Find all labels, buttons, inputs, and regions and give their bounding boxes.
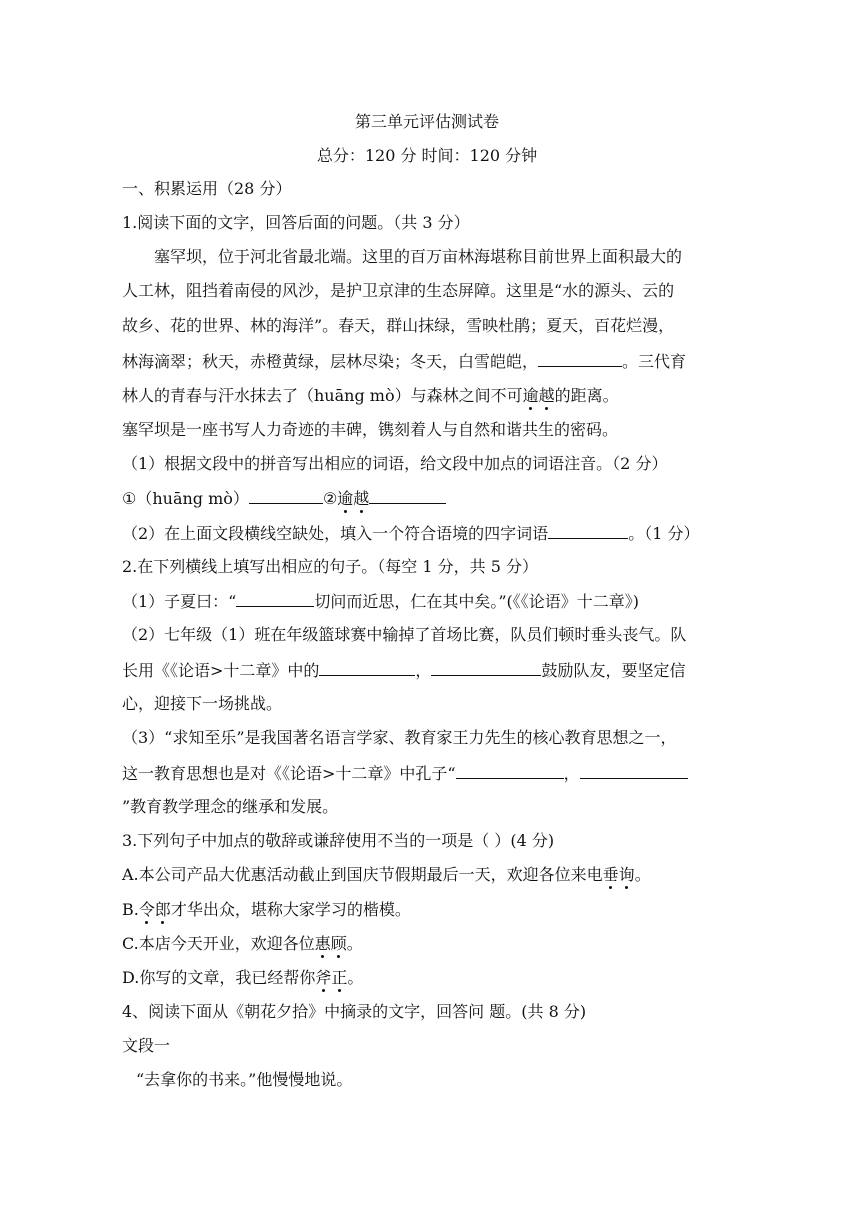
option-text: 。 [347, 968, 364, 987]
option-a [122, 865, 651, 885]
option-text: B. [122, 900, 139, 919]
passage-text: 林人的青春与汗水抹去了（huāng mò）与森林之间不可 [122, 386, 523, 405]
dotted-char: 斧 [315, 968, 332, 987]
passage-line: 故乡、花的世界、林的海洋”。春天，群山抹绿，雪映杜鹃；夏天，百花烂漫， [122, 316, 675, 335]
passage-text: 。三代育 [622, 352, 687, 371]
dotted-char: 逾 [522, 386, 539, 405]
sub-question: （2）七年级（1）班在年级篮球赛中输掉了首场比赛，队员们顿时垂头丧气。队 [122, 625, 687, 644]
sub-question-text: 。（1 分） [628, 524, 700, 543]
dotted-char: 郎 [154, 900, 171, 919]
sub-question [122, 591, 639, 612]
answer-blank[interactable] [548, 523, 628, 539]
sub-question-text: ， [563, 764, 580, 783]
sub-question-text: 鼓励队友，要坚定信 [541, 661, 686, 680]
answer-blank[interactable] [538, 351, 622, 367]
dotted-char: 惠 [314, 934, 331, 953]
sub-question-answer-line [122, 488, 446, 509]
passage-line: “去拿你的书来。”他慢慢地说。 [136, 1070, 353, 1089]
sub-question [122, 660, 685, 681]
pinyin-label: ② [322, 489, 338, 508]
exam-meta: 总分：120 分 时间：120 分钟 [316, 146, 538, 165]
sub-question: 心，迎接下一场挑战。 [122, 694, 283, 713]
sub-question: ”教育教学理念的继承和发展。 [122, 797, 339, 816]
question-1-stem: 1.阅读下面的文字，回答后面的问题。（共 3 分） [122, 213, 470, 232]
sub-question-text: 长用《《论语>十二章》中的 [122, 661, 320, 680]
answer-blank[interactable] [249, 488, 323, 504]
passage-line [122, 351, 686, 372]
dotted-char: 询 [618, 865, 635, 884]
dotted-char: 顾 [330, 934, 347, 953]
question-3-stem: 3.下列句子中加点的敬辞或谦辞使用不当的一项是（ ）(4 分) [122, 831, 555, 850]
passage-text: 的距离。 [554, 386, 619, 405]
passage-label: 文段一 [122, 1036, 171, 1055]
dotted-char: 逾 [337, 489, 354, 508]
passage-line: 塞罕坝是一座书写人力奇迹的丰碑，镌刻着人与自然和谐共生的密码。 [122, 420, 619, 439]
sub-question-text: （2）在上面文段横线空缺处，填入一个符合语境的四字词语 [122, 524, 549, 543]
dotted-char: 越 [538, 386, 555, 405]
answer-blank[interactable] [236, 591, 314, 607]
option-d [122, 968, 363, 988]
answer-blank[interactable] [431, 660, 541, 676]
passage-text: 林海滴翠；秋天，赤橙黄绿，层林尽染；冬天，白雪皑皑， [122, 352, 539, 371]
sub-question: （3）“求知至乐”是我国著名语言学家、教育家王力先生的核心教育思想之一， [122, 728, 677, 747]
option-b [122, 900, 411, 920]
answer-blank[interactable] [369, 488, 446, 504]
sub-question [122, 523, 699, 544]
answer-blank[interactable] [456, 763, 564, 779]
sub-question: （1）根据文段中的拼音写出相应的词语，给文段中加点的词语注音。（2 分） [122, 454, 668, 473]
option-text: 。 [634, 865, 651, 884]
question-4-stem: 4、阅读下面从《朝花夕拾》中摘录的文字，回答问 题。(共 8 分) [122, 1002, 587, 1021]
option-text: D.你写的文章，我已经帮你 [122, 968, 316, 987]
dotted-char: 令 [138, 900, 155, 919]
option-text: 才华出众，堪称大家学习的楷模。 [170, 900, 411, 919]
sub-question-text: 这一教育思想也是对《《论语>十二章》中孔子“ [122, 764, 456, 783]
answer-blank[interactable] [580, 763, 688, 779]
option-text: C.本店今天开业，欢迎各位 [122, 934, 315, 953]
sub-question [122, 763, 688, 784]
sub-question-text: ， [415, 661, 432, 680]
dotted-char: 正 [331, 968, 348, 987]
passage-line [122, 386, 619, 406]
dotted-char: 垂 [602, 865, 619, 884]
option-c [122, 934, 363, 954]
option-text: 。 [346, 934, 363, 953]
question-2-stem: 2.在下列横线上填写出相应的句子。（每空 1 分，共 5 分） [122, 557, 538, 576]
pinyin-label: ①（huāng mò） [122, 489, 249, 508]
passage-line: 塞罕坝，位于河北省最北端。这里的百万亩林海堪称目前世界上面积最大的 [154, 247, 683, 266]
sub-question-text: 切问而近思，仁在其中矣。”(《《论语》十二章》) [314, 592, 640, 611]
answer-blank[interactable] [319, 660, 415, 676]
dotted-char: 越 [353, 489, 370, 508]
passage-line: 人工林，阻挡着南侵的风沙，是护卫京津的生态屏障。这里是“水的源头、云的 [122, 281, 675, 300]
section-heading: 一、积累运用（28 分） [122, 179, 292, 198]
option-text: A.本公司产品大优惠活动截止到国庆节假期最后一天，欢迎各位来电 [122, 865, 603, 884]
exam-title: 第三单元评估测试卷 [354, 112, 499, 131]
sub-question-text: （1）子夏曰：“ [122, 592, 237, 611]
